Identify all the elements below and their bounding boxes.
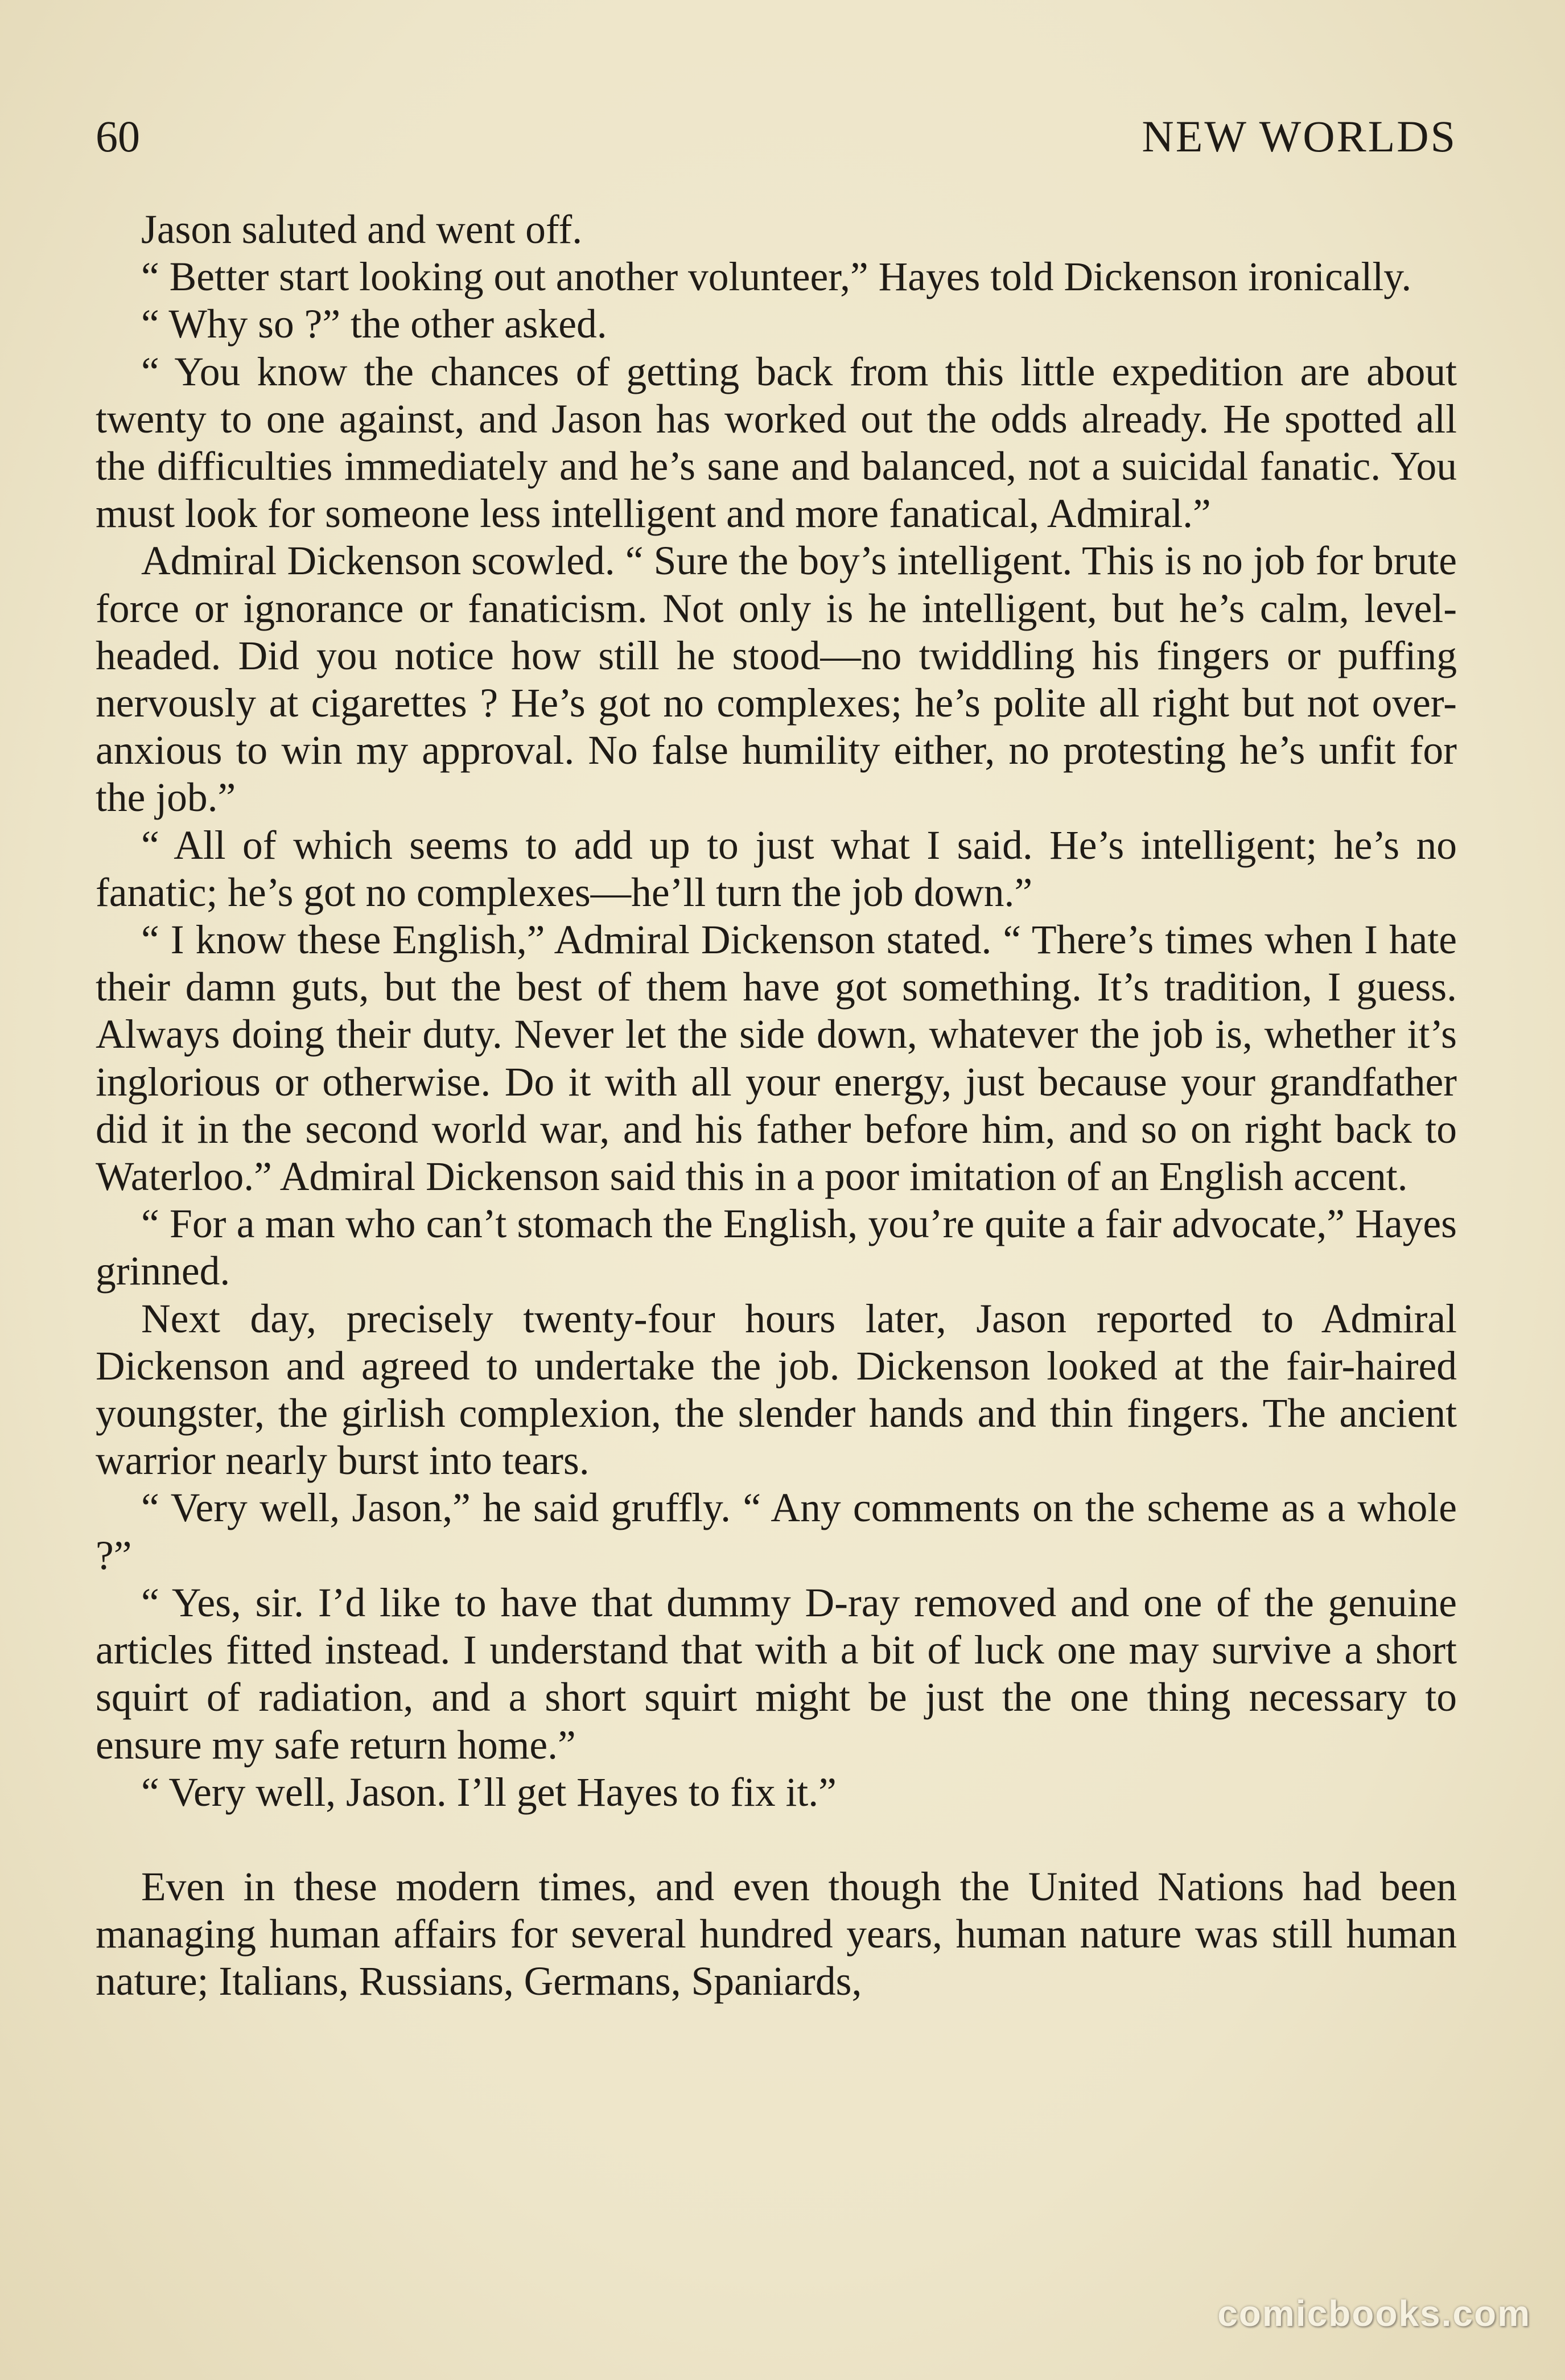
paragraph: “ I know these English,” Admiral Dickenson stated. “ There’s times when I hate their damn guts, but the best of them have got something. It’s tradition, I guess. Always doing their duty. Never let the side down, whatever the job is, whether it’s inglorious or otherwise. Do it with all your energy, just because your grandfather did it in the second world war, and his father before him, and so on right back to Waterloo.” Admiral Dickenson said this in a poor imitation of an English accent. [96,917,1457,1200]
paragraph: “ Yes, sir. I’d like to have that dummy D-ray removed and one of the genuine articles fitted instead. I understand that with a bit of luck one may survive a short squirt of radiation, and a short squirt might be just the one thing necessary to ensure my safe return home.” [96,1580,1457,1768]
paragraph: Jason saluted and went off. [141,207,583,252]
body-text [96,206,1457,2006]
paragraph: “ For a man who can’t stomach the English, you’re quite a fair advocate,” Hayes grinned. [96,1201,1457,1294]
running-head [96,108,1457,165]
paragraph: “ You know the chances of getting back from this little expedition are about twenty to one against, and Jason has worked out the odds already. He spotted all the difficulties immediately and he’s sane and balanced, not a suicidal fanatic. You must look for someone less intelligent and more fanatical, Admiral.” [96,349,1457,537]
running-title: NEW WORLDS [1142,112,1457,161]
paragraph: “ All of which seems to add up to just what I said. He’s intelligent; he’s no fanatic; he’s got no complexes—he’ll turn the job down.” [96,822,1457,915]
paragraph: Admiral Dickenson scowled. “ Sure the boy’s intelligent. This is no job for brute force or ignorance or fanaticism. Not only is he intelligent, but he’s calm, level-headed. Did you notice how still he stood—no twiddling his fingers or puffing nervously at cigarettes ? He’s got no complexes; he’s polite all right but not over-anxious to win my approval. No false humility either, no protesting he’s unfit for the job.” [96,538,1457,821]
paragraph: “ Very well, Jason. I’ll get Hayes to fix it.” [141,1769,837,1815]
page-number: 60 [96,112,140,161]
paragraph: “ Why so ?” the other asked. [141,302,607,347]
paragraph: Even in these modern times, and even though the United Nations had been managing human affairs for several hundred years, human nature was still human nature; Italians, Russians, Germans, Spaniards, [96,1864,1457,2004]
paragraph: “ Better start looking out another volunteer,” Hayes told Dickenson ironically. [141,254,1412,300]
paragraph: “ Very well, Jason,” he said gruffly. “ Any comments on the scheme as a whole ?” [96,1485,1457,1578]
watermark: comicbooks.com [1217,2293,1531,2334]
paragraph: Next day, precisely twenty-four hours later, Jason reported to Admiral Dickenson and agreed to undertake the job. Dickenson looked at the fair-haired youngster, the girlish complexion, the slender hands and thin fingers. The ancient warrior nearly burst into tears. [96,1296,1457,1484]
